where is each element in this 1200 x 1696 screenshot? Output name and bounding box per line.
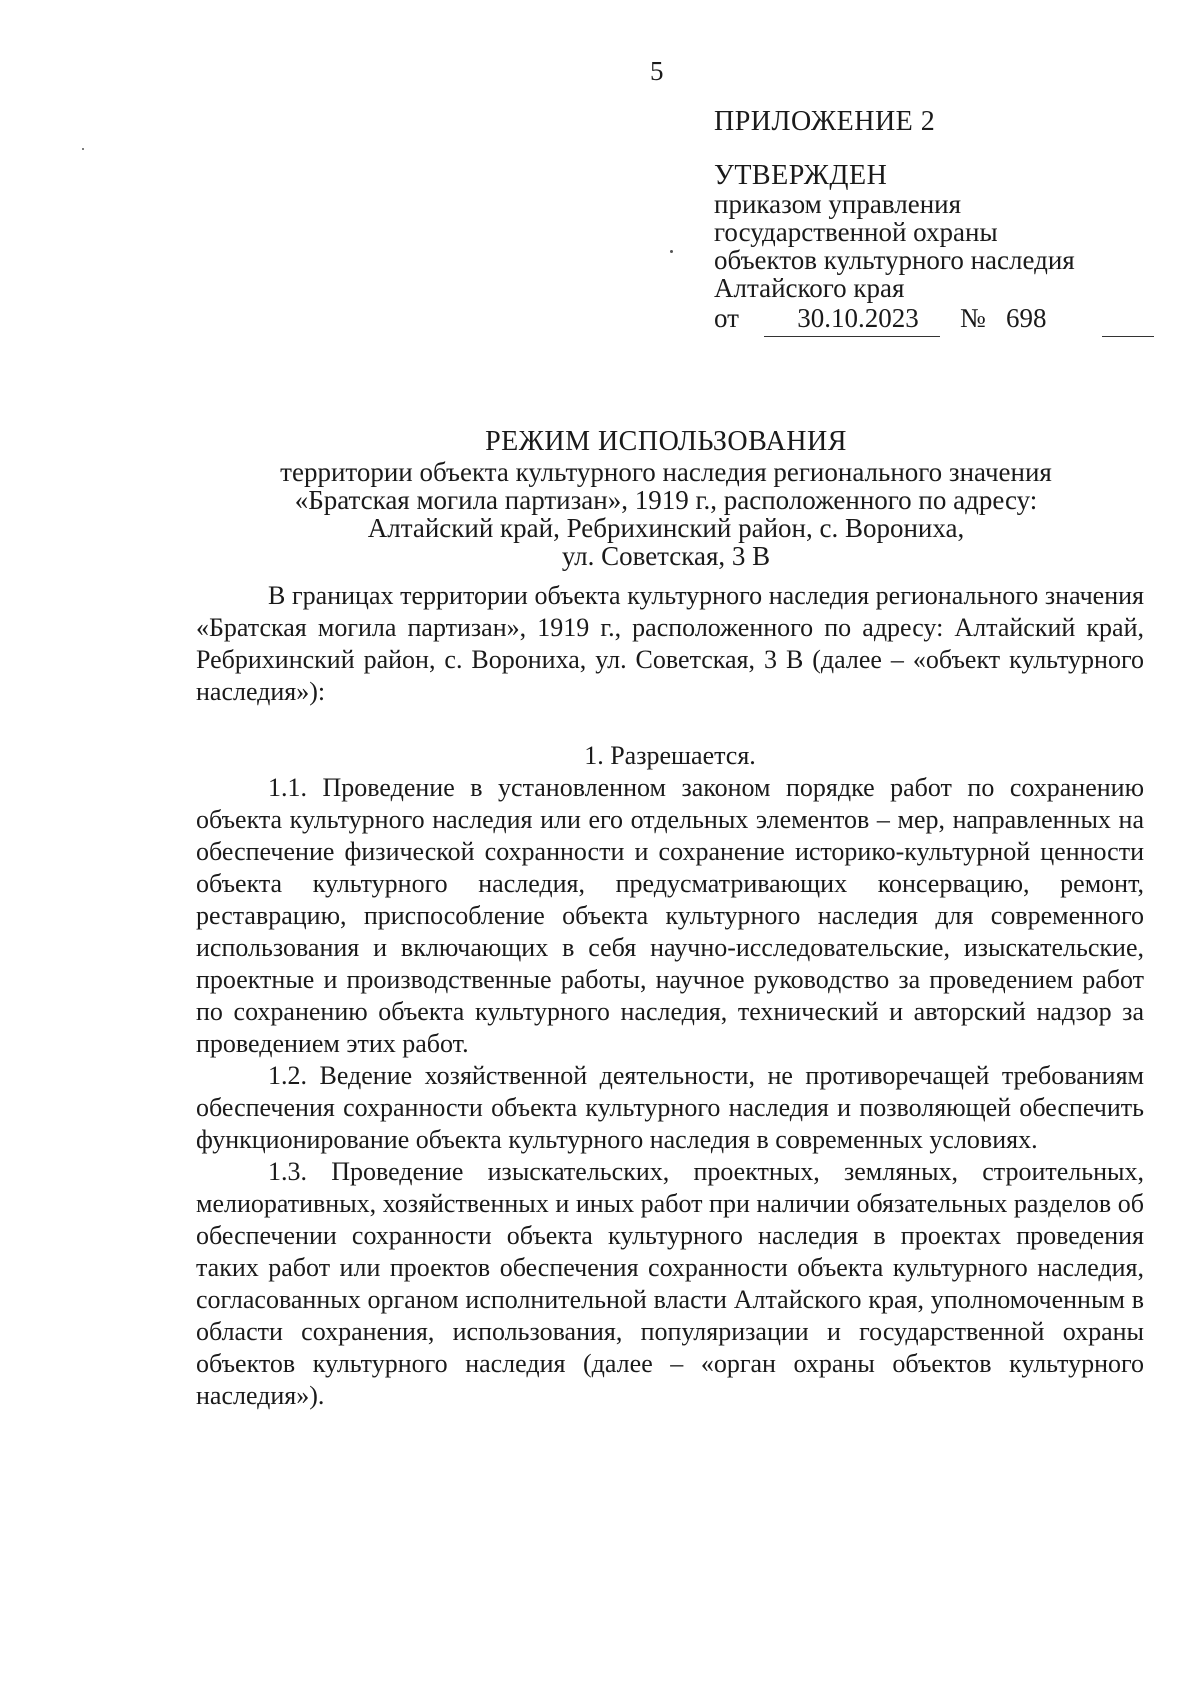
subtitle-line: территории объекта культурного наследия регионального значения — [280, 457, 1052, 487]
subtitle-line: ул. Советская, 3 В — [561, 541, 771, 571]
approval-block — [714, 108, 1154, 338]
order-date: 30.10.2023 — [797, 303, 919, 333]
item-1-1-paragraph: 1.1. Проведение в установленном законом порядке работ по сохранению объекта культурного наследия или его отдельных элементов – мер, направленных на обеспечение физической сохранности и сохранение историко-культурной ценности объекта культурного наследия, предусматривающих консервацию, ремонт, реставрацию, приспособление объекта культурного наследия для современного использования и включающих в себя научно-исследовательские, изыскательские, проектные и производственные работы, научное руководство за проведением работ по сохранению объекта культурного наследия, технический и авторский надзор за проведением этих работ. — [196, 773, 1144, 1058]
order-line: государственной охраны — [714, 217, 998, 247]
order-line: объектов культурного наследия — [714, 245, 1075, 275]
order-number: 698 — [1006, 303, 1047, 333]
item-1-3-paragraph: 1.3. Проведение изыскательских, проектных, земляных, строительных, мелиоративных, хозяйственных и иных работ при наличии обязательных разделов об обеспечении сохранности объекта культурного наследия в проектах проведения таких работ или проектов обеспечения сохранности объекта культурного наследия, согласованных органом исполнительной власти Алтайского края, уполномоченным в области сохранения, использования, популяризации и государственной охраны объектов культурного наследия (далее – «орган охраны объектов культурного наследия»). — [196, 1157, 1144, 1410]
appendix-label: ПРИЛОЖЕНИЕ 2 — [714, 106, 936, 137]
intro-paragraph: В границах территории объекта культурного наследия регионального значения «Братская могила партизан», 1919 г., расположенного по адресу: Алтайский край, Ребрихинский район, с. Ворониха, ул. Советская, 3 В (далее – «объект культурного наследия»): — [196, 581, 1144, 706]
order-line: приказом управления — [714, 189, 962, 219]
document-title: РЕЖИМ ИСПОЛЬЗОВАНИЯ — [485, 426, 847, 457]
order-date-row — [714, 304, 1154, 338]
scan-speck — [82, 148, 84, 150]
item-1-2-paragraph: 1.2. Ведение хозяйственной деятельности, не противоречащей требованиям обеспечения сохранности объекта культурного наследия и позволяющей обеспечить функционирование объекта культурного наследия в современных условиях. — [196, 1061, 1144, 1154]
subtitle-line: «Братская могила партизан», 1919 г., расположенного по адресу: — [294, 485, 1038, 515]
section-title: 1. Разрешается. — [584, 741, 756, 770]
document-heading — [200, 428, 1132, 570]
document-body — [196, 580, 1144, 1412]
page-number: 5 — [650, 56, 664, 86]
scan-speck — [670, 250, 673, 253]
number-sign: № — [960, 303, 986, 333]
approved-label: УТВЕРЖДЕН — [714, 160, 888, 191]
order-line: Алтайского края — [714, 273, 905, 303]
date-prefix: от — [714, 303, 739, 333]
number-underline — [1102, 336, 1154, 337]
subtitle-line: Алтайский край, Ребрихинский район, с. Ворониха, — [367, 513, 965, 543]
date-underline — [764, 336, 940, 337]
